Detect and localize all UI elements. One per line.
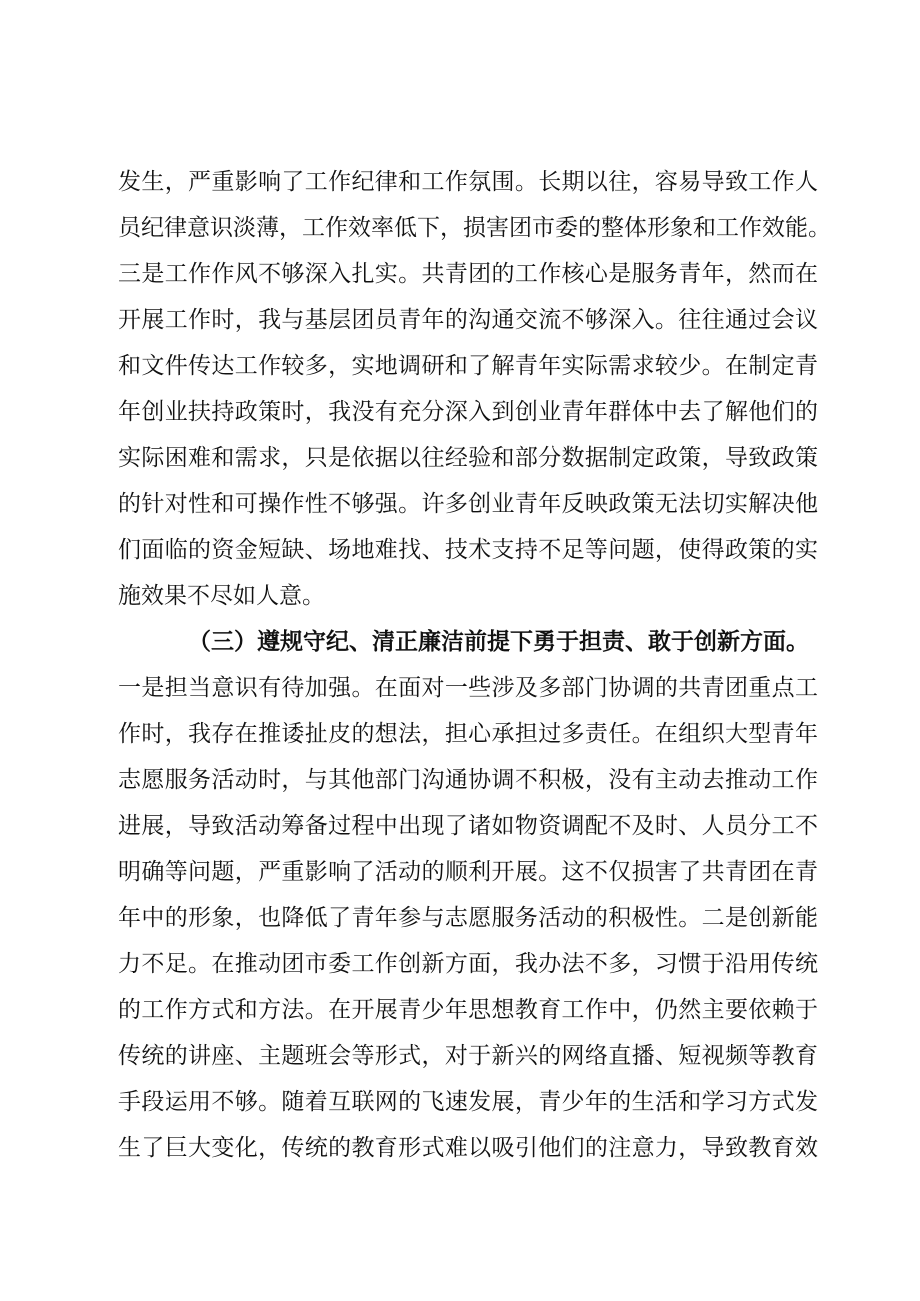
body-text-line: 发生，严重影响了工作纪律和工作氛围。长期以往，容易导致工作人 (118, 169, 818, 195)
section-heading: （三）遵规守纪、清正廉洁前提下勇于担责、敢于创新方面。 (188, 628, 809, 655)
body-text-line: 们面临的资金短缺、场地难找、技术支持不足等问题，使得政策的实 (118, 537, 818, 563)
body-text-line: 一是担当意识有待加强。在面对一些涉及多部门协调的共青团重点工 (118, 675, 818, 701)
body-text-line: 的针对性和可操作性不够强。许多创业青年反映政策无法切实解决他 (118, 491, 818, 517)
body-text-line: 和文件传达工作较多，实地调研和了解青年实际需求较少。在制定青 (118, 353, 818, 379)
body-text-line: 年中的形象，也降低了青年参与志愿服务活动的积极性。二是创新能 (118, 905, 818, 931)
body-text-line: 作时，我存在推诿扯皮的想法，担心承担过多责任。在组织大型青年 (118, 721, 818, 747)
body-text-line: 施效果不尽如人意。 (118, 583, 325, 609)
body-text-line: 三是工作作风不够深入扎实。共青团的工作核心是服务青年，然而在 (118, 261, 818, 287)
body-text-line: 手段运用不够。随着互联网的飞速发展，青少年的生活和学习方式发 (118, 1089, 818, 1115)
body-text-line: 进展，导致活动筹备过程中出现了诸如物资调配不及时、人员分工不 (118, 813, 818, 839)
body-text-line: 力不足。在推动团市委工作创新方面，我办法不多，习惯于沿用传统 (118, 951, 818, 977)
body-text-line: 的工作方式和方法。在开展青少年思想教育工作中，仍然主要依赖于 (118, 997, 818, 1023)
body-text-line: 开展工作时，我与基层团员青年的沟通交流不够深入。往往通过会议 (118, 307, 818, 333)
body-text-line: 实际困难和需求，只是依据以往经验和部分数据制定政策，导致政策 (118, 445, 818, 471)
body-text-line: 年创业扶持政策时，我没有充分深入到创业青年群体中去了解他们的 (118, 399, 818, 425)
body-text-line: 传统的讲座、主题班会等形式，对于新兴的网络直播、短视频等教育 (118, 1043, 818, 1069)
body-text-line: 志愿服务活动时，与其他部门沟通协调不积极，没有主动去推动工作 (118, 767, 818, 793)
body-text-line: 员纪律意识淡薄，工作效率低下，损害团市委的整体形象和工作效能。 (118, 215, 831, 241)
body-text-line: 明确等问题，严重影响了活动的顺利开展。这不仅损害了共青团在青 (118, 859, 818, 885)
body-text-line: 生了巨大变化，传统的教育形式难以吸引他们的注意力，导致教育效 (118, 1135, 818, 1161)
